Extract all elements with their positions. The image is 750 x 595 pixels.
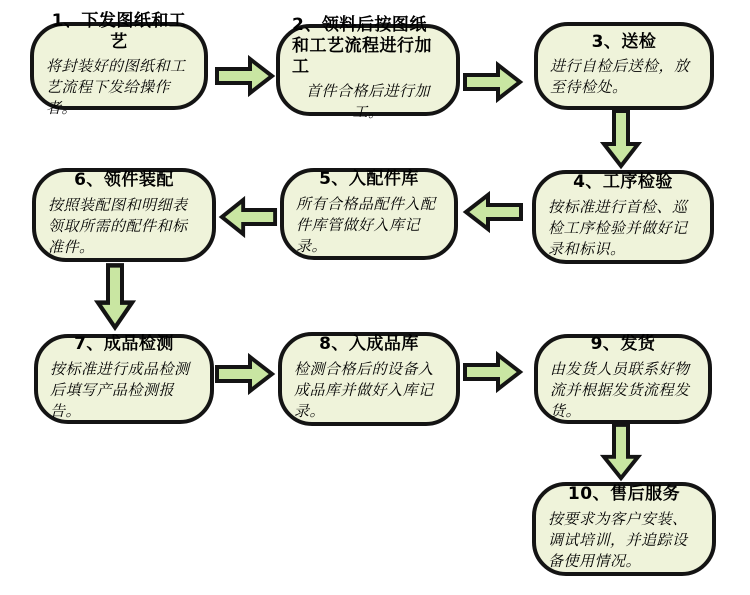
flow-arrow-5-to-6-left-icon: [218, 195, 278, 239]
node-body: 检测合格后的设备入成品库并做好入库记录。: [294, 359, 434, 420]
node-title: 1、下发图纸和工艺: [51, 10, 187, 52]
node-title: 10、售后服务: [567, 484, 681, 505]
flow-node-8-finished-warehouse: [278, 332, 460, 426]
flow-arrow-3-to-4-down-icon: [600, 108, 642, 170]
node-body: 按标准进行首检、巡检工序检验并做好记录和标识。: [548, 197, 688, 258]
node-body: 所有合格品配件入配件库管做好入库记录。: [296, 194, 436, 255]
flow-node-2-process-material: [276, 14, 460, 122]
node-body: 将封装好的图纸和工艺流程下发给操作者。: [46, 57, 186, 118]
flow-node-7-finished-product-test: [34, 334, 214, 424]
node-body: 按要求为客户安装、调试培训，并追踪设备使用情况。: [548, 509, 688, 570]
node-body: 按标准进行成品检测后填写产品检测报告。: [50, 359, 190, 420]
flow-node-5-parts-warehouse: [280, 168, 458, 260]
flow-arrow-7-to-8-right-icon: [214, 352, 276, 396]
flow-node-9-shipping: [534, 334, 712, 424]
flow-arrow-6-to-7-down-icon: [94, 262, 136, 332]
node-body: 按照装配图和明细表领取所需的配件和标准件。: [48, 195, 188, 256]
node-title: 7、成品检测: [74, 334, 174, 355]
flow-node-6-collect-assembly: [32, 168, 216, 262]
flow-arrow-2-to-3-right-icon: [462, 60, 524, 104]
flow-arrow-1-to-2-right-icon: [214, 54, 276, 98]
flow-arrow-4-to-5-left-icon: [462, 190, 524, 234]
node-title: 5、入配件库: [319, 169, 419, 190]
node-title: 4、工序检验: [573, 172, 673, 193]
node-title: 2、领料后按图纸和工艺流程进行加工: [292, 14, 432, 78]
flow-node-4-process-inspection: [532, 170, 714, 264]
flow-node-10-after-sales-service: [532, 482, 716, 576]
node-title: 9、发货: [590, 334, 656, 355]
node-body: 进行自检后送检，放至待检处。: [550, 57, 690, 97]
flow-node-3-submit-inspection: [534, 22, 714, 110]
node-body: 由发货人员联系好物流并根据发货流程发货。: [550, 359, 690, 420]
flow-arrow-9-to-10-down-icon: [600, 422, 642, 482]
node-body: 首件合格后进行加工。: [305, 82, 430, 122]
flow-arrow-8-to-9-right-icon: [462, 350, 524, 394]
node-title: 3、送检: [591, 31, 657, 52]
node-title: 8、入成品库: [319, 334, 419, 355]
node-title: 6、领件装配: [74, 170, 174, 191]
flow-node-1-issue-drawings: [30, 10, 208, 118]
